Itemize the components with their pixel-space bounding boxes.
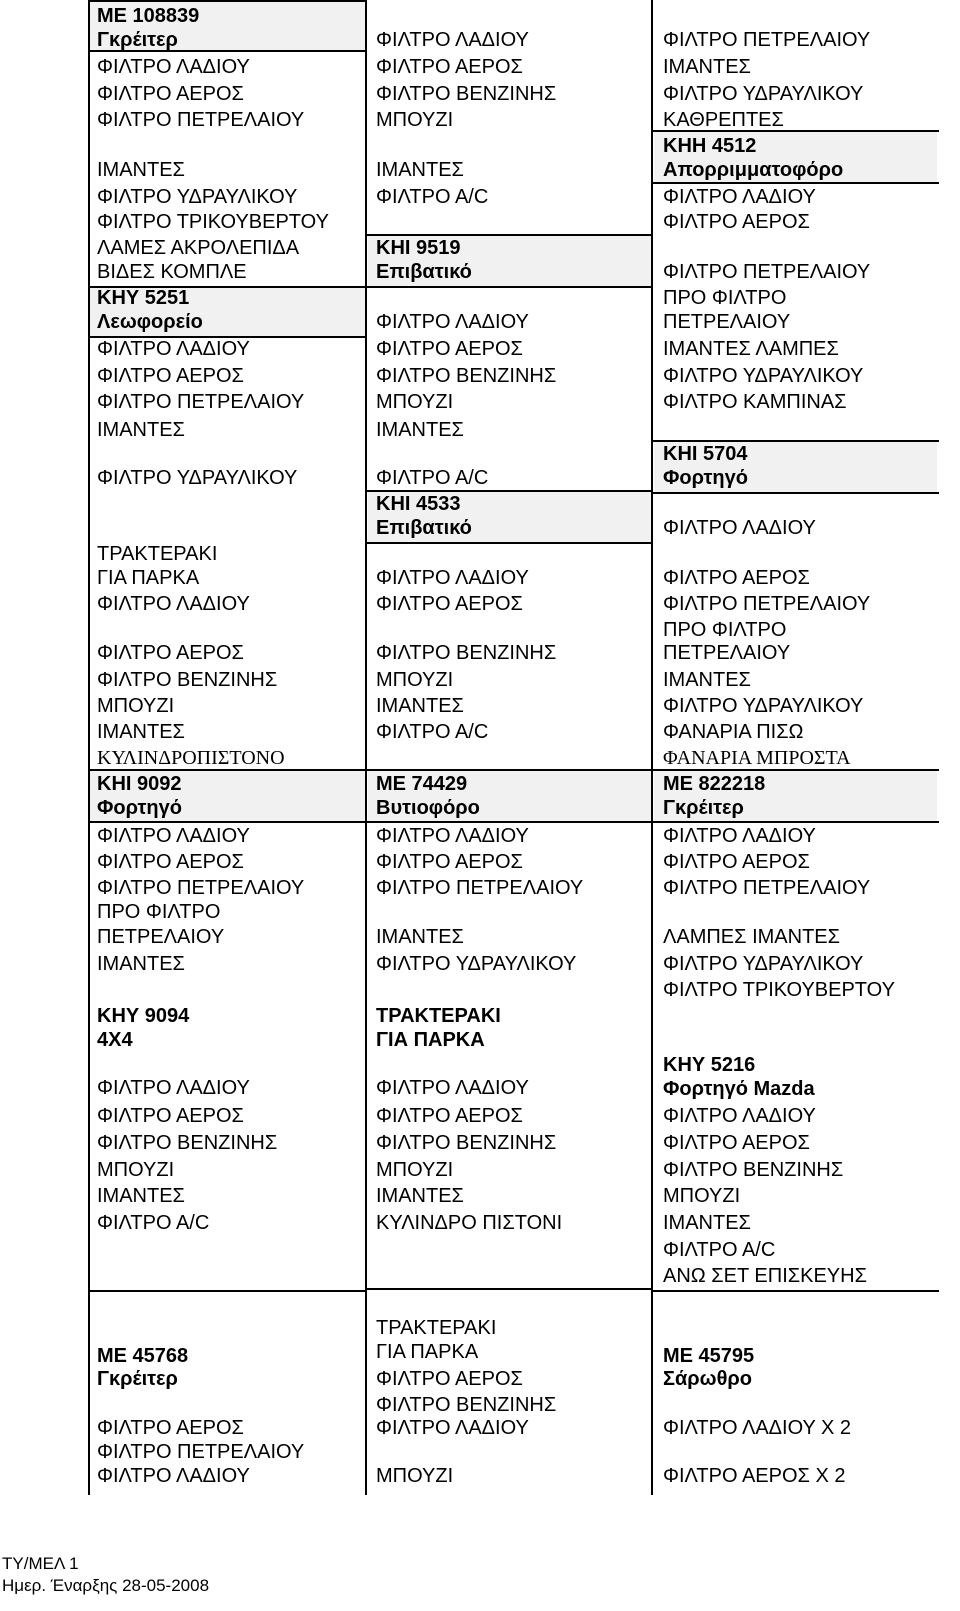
- part-item: ΠΕΤΡΕΛΑΙΟΥ: [663, 642, 791, 664]
- part-item: ΤΡΑΚΤΕΡΑΚΙ: [376, 1317, 497, 1339]
- part-item: ΦΙΛΤΡΟ ΑΕΡΟΣ: [376, 851, 523, 873]
- table-border: [651, 0, 653, 1495]
- table-border: [88, 821, 367, 823]
- part-item: ΜΠΟΥΖΙ: [376, 1159, 454, 1181]
- footer-department: ΤΥ/ΜΕΛ 1: [2, 1554, 79, 1573]
- part-item: ΦΙΛΤΡΟ ΥΔΡΑΥΛΙΚΟΥ: [97, 467, 298, 489]
- part-item: ΦΙΛΤΡΟ ΥΔΡΑΥΛΙΚΟΥ: [663, 83, 864, 105]
- part-item: ΦΙΛΤΡΟ ΑΕΡΟΣ: [376, 593, 523, 615]
- vehicle-heading: Σάρωθρο: [663, 1368, 752, 1390]
- vehicle-heading: Γκρέιτερ: [97, 1368, 178, 1390]
- part-item: ΦΙΛΤΡΟ ΑΕΡΟΣ: [97, 365, 244, 387]
- part-item: ΚΥΛΙΝΔΡΟ ΠΙΣΤΟΝΙ: [376, 1212, 563, 1234]
- part-item: ΦΙΛΤΡΟ Α/C: [376, 721, 489, 743]
- part-item: ΦΙΛΤΡΟ ΥΔΡΑΥΛΙΚΟΥ: [97, 186, 298, 208]
- part-item: ΦΙΛΤΡΟ ΑΕΡΟΣ: [376, 338, 523, 360]
- part-item: ΙΜΑΝΤΕΣ: [97, 419, 185, 441]
- part-item: ΙΜΑΝΤΕΣ: [663, 669, 751, 691]
- vehicle-heading: ΤΡΑΚΤΕΡΑΚΙ: [376, 1005, 501, 1027]
- part-item: ΑΝΩ ΣΕΤ ΕΠΙΣΚΕΥΗΣ: [663, 1265, 867, 1287]
- part-item: ΦΙΛΤΡΟ ΑΕΡΟΣ: [663, 567, 810, 589]
- part-item: ΦΙΛΤΡΟ ΛΑΔΙΟΥ Χ 2: [663, 1417, 852, 1439]
- table-border: [651, 1290, 939, 1292]
- part-item: ΓΙΑ ΠΑΡΚΑ: [376, 1341, 479, 1363]
- vehicle-heading: ΚΗΗ 4512: [663, 135, 757, 157]
- part-item: ΙΜΑΝΤΕΣ: [663, 56, 751, 78]
- footer-start-date: Ημερ. Έναρξης 28-05-2008: [2, 1576, 210, 1595]
- part-item: ΦΙΛΤΡΟ ΑΕΡΟΣ: [376, 1105, 523, 1127]
- part-item: ΦΙΛΤΡΟ ΛΑΔΙΟΥ: [663, 186, 816, 208]
- part-item: ΦΙΛΤΡΟ ΑΕΡΟΣ: [97, 83, 244, 105]
- part-item: ΦΙΛΤΡΟ ΠΕΤΡΕΛΑΙΟΥ: [663, 593, 871, 615]
- part-item: ΦΙΛΤΡΟ ΑΕΡΟΣ: [663, 851, 810, 873]
- part-item: ΠΡΟ ΦΙΛΤΡΟ: [97, 901, 221, 923]
- vehicle-heading: Φορτηγό: [97, 797, 182, 819]
- part-item: ΦΙΛΤΡΟ ΠΕΤΡΕΛΑΙΟΥ: [97, 1441, 305, 1463]
- part-item: ΙΜΑΝΤΕΣ: [376, 1185, 464, 1207]
- part-item: ΦΙΛΤΡΟ ΛΑΔΙΟΥ: [376, 1417, 529, 1439]
- part-item: ΛΑΜΠΕΣ ΙΜΑΝΤΕΣ: [663, 926, 840, 948]
- part-item: ΦΙΛΤΡΟ ΑΕΡΟΣ: [376, 1368, 523, 1390]
- part-item: ΦΙΛΤΡΟ ΠΕΤΡΕΛΑΙΟΥ: [663, 29, 871, 51]
- part-item: ΦΙΛΤΡΟ ΑΕΡΟΣ: [663, 1132, 810, 1154]
- part-item: ΠΕΤΡΕΛΑΙΟΥ: [663, 311, 791, 333]
- part-item: ΙΜΑΝΤΕΣ: [376, 419, 464, 441]
- part-item: ΦΙΛΤΡΟ ΥΔΡΑΥΛΙΚΟΥ: [663, 953, 864, 975]
- vehicle-heading: ΜΕ 108839: [97, 5, 200, 27]
- part-item: ΜΠΟΥΖΙ: [97, 1159, 175, 1181]
- part-item: ΦΙΛΤΡΟ ΤΡΙΚΟΥΒΕΡΤΟΥ: [97, 211, 329, 233]
- part-item: ΙΜΑΝΤΕΣ: [376, 159, 464, 181]
- part-item: ΠΕΤΡΕΛΑΙΟΥ: [97, 926, 225, 948]
- part-item: ΜΠΟΥΖΙ: [376, 669, 454, 691]
- vehicle-heading: 4Χ4: [97, 1029, 133, 1051]
- part-item: ΙΜΑΝΤΕΣ: [376, 926, 464, 948]
- vehicle-heading: Λεωφορείο: [97, 311, 203, 333]
- part-item: ΦΙΛΤΡΟ ΛΑΔΙΟΥ: [663, 1105, 816, 1127]
- part-item: ΠΡΟ ΦΙΛΤΡΟ: [663, 619, 787, 641]
- part-item: ΤΡΑΚΤΕΡΑΚΙ: [97, 543, 218, 565]
- part-item: ΦΙΛΤΡΟ ΥΔΡΑΥΛΙΚΟΥ: [663, 365, 864, 387]
- vehicle-heading: Φορτηγό Mazda: [663, 1078, 815, 1100]
- part-item: ΦΙΛΤΡΟ ΒΕΝΖΙΝΗΣ: [376, 642, 557, 664]
- part-item: ΜΠΟΥΖΙ: [663, 1185, 741, 1207]
- vehicle-heading: Επιβατικό: [376, 517, 472, 539]
- part-item: ΦΙΛΤΡΟ ΛΑΔΙΟΥ: [376, 825, 529, 847]
- part-item: ΦΙΛΤΡΟ ΑΕΡΟΣ: [97, 1417, 244, 1439]
- part-item: ΦΙΛΤΡΟ Α/C: [376, 186, 489, 208]
- table-border: [365, 821, 653, 823]
- part-item: ΠΡΟ ΦΙΛΤΡΟ: [663, 287, 787, 309]
- vehicle-heading: ΜΕ 45795: [663, 1345, 755, 1367]
- vehicle-heading: ΜΕ 822218: [663, 773, 766, 795]
- vehicle-heading: ΚΗΙ 4533: [376, 493, 461, 515]
- vehicle-heading: Επιβατικό: [376, 261, 472, 283]
- part-item: ΜΠΟΥΖΙ: [376, 109, 454, 131]
- part-item: ΓΙΑ ΠΑΡΚΑ: [97, 567, 200, 589]
- part-item: ΦΙΛΤΡΟ ΠΕΤΡΕΛΑΙΟΥ: [97, 391, 305, 413]
- vehicle-heading: ΓΙΑ ΠΑΡΚΑ: [376, 1029, 485, 1051]
- part-item: ΦΙΛΤΡΟ Α/C: [376, 467, 489, 489]
- part-item: ΦΙΛΤΡΟ ΛΑΔΙΟΥ: [376, 311, 529, 333]
- table-border: [365, 769, 653, 771]
- table-border: [651, 821, 939, 823]
- table-border: [365, 542, 653, 544]
- table-border: [88, 0, 367, 2]
- part-item: ΦΙΛΤΡΟ ΑΕΡΟΣ: [376, 56, 523, 78]
- part-item: ΙΜΑΝΤΕΣ ΛΑΜΠΕΣ: [663, 338, 839, 360]
- part-item: ΦΙΛΤΡΟ ΛΑΔΙΟΥ: [663, 517, 816, 539]
- table-border: [365, 0, 367, 1495]
- vehicle-heading: ΚΗΥ 9094: [97, 1005, 190, 1027]
- part-item: ΦΙΛΤΡΟ ΠΕΤΡΕΛΑΙΟΥ: [663, 877, 871, 899]
- part-item: ΦΙΛΤΡΟ ΛΑΔΙΟΥ: [663, 825, 816, 847]
- part-item: ΒΙΔΕΣ ΚΟΜΠΛΕ: [97, 261, 247, 283]
- part-item: ΦΙΛΤΡΟ ΒΕΝΖΙΝΗΣ: [376, 365, 557, 387]
- part-item: ΦΙΛΤΡΟ ΛΑΔΙΟΥ: [97, 825, 250, 847]
- part-item: ΚΑΘΡΕΠΤΕΣ: [663, 109, 784, 131]
- part-item: ΜΠΟΥΖΙ: [376, 391, 454, 413]
- part-item: ΦΙΛΤΡΟ ΒΕΝΖΙΝΗΣ: [376, 83, 557, 105]
- part-item: ΦΙΛΤΡΟ ΠΕΤΡΕΛΑΙΟΥ: [97, 109, 305, 131]
- part-item: ΦΙΛΤΡΟ ΑΕΡΟΣ Χ 2: [663, 1465, 846, 1487]
- part-item: ΦΙΛΤΡΟ ΥΔΡΑΥΛΙΚΟΥ: [376, 953, 577, 975]
- vehicle-heading: ΚΗΥ 5216: [663, 1054, 756, 1076]
- table-border: [651, 182, 939, 184]
- part-item: ΦΙΛΤΡΟ Α/C: [663, 1239, 776, 1261]
- part-item: ΙΜΑΝΤΕΣ: [97, 721, 185, 743]
- part-item: ΦΙΛΤΡΟ ΒΕΝΖΙΝΗΣ: [97, 1132, 278, 1154]
- part-item: ΦΙΛΤΡΟ ΒΕΝΖΙΝΗΣ: [663, 1159, 844, 1181]
- part-item: ΦΙΛΤΡΟ ΚΑΜΠΙΝΑΣ: [663, 391, 847, 413]
- part-item: ΦΙΛΤΡΟ ΛΑΔΙΟΥ: [97, 1077, 250, 1099]
- part-item: ΦΙΛΤΡΟ ΥΔΡΑΥΛΙΚΟΥ: [663, 695, 864, 717]
- part-item: ΦΙΛΤΡΟ Α/C: [97, 1212, 210, 1234]
- part-item: ΜΠΟΥΖΙ: [376, 1465, 454, 1487]
- part-item: ΦΙΛΤΡΟ ΠΕΤΡΕΛΑΙΟΥ: [376, 877, 584, 899]
- part-item: ΦΙΛΤΡΟ ΒΕΝΖΙΝΗΣ: [97, 669, 278, 691]
- part-item: ΙΜΑΝΤΕΣ: [97, 953, 185, 975]
- vehicle-heading: Γκρέιτερ: [97, 29, 178, 51]
- part-item: ΦΙΛΤΡΟ ΛΑΔΙΟΥ: [97, 338, 250, 360]
- vehicle-heading: ΜΕ 74429: [376, 773, 468, 795]
- vehicle-heading: Απορριμματοφόρο: [663, 159, 844, 181]
- part-item: ΜΠΟΥΖΙ: [97, 695, 175, 717]
- table-border: [88, 1290, 367, 1292]
- vehicle-heading: Βυτιοφόρο: [376, 797, 480, 819]
- part-item: ΦΑΝΑΡΙΑ ΜΠΡΟΣΤΑ: [663, 747, 851, 769]
- part-item: ΦΙΛΤΡΟ ΑΕΡΟΣ: [97, 642, 244, 664]
- part-item: ΦΙΛΤΡΟ ΛΑΔΙΟΥ: [97, 1465, 250, 1487]
- part-item: ΦΙΛΤΡΟ ΛΑΔΙΟΥ: [376, 567, 529, 589]
- vehicle-heading: ΚΗΙ 9092: [97, 773, 182, 795]
- vehicle-heading: ΚΗΙ 5704: [663, 443, 748, 465]
- vehicle-heading: Γκρέιτερ: [663, 797, 744, 819]
- table-border: [88, 0, 90, 1495]
- part-item: ΦΙΛΤΡΟ ΑΕΡΟΣ: [97, 1105, 244, 1127]
- part-item: ΦΙΛΤΡΟ ΛΑΔΙΟΥ: [97, 56, 250, 78]
- part-item: ΚΥΛΙΝΔΡΟΠΙΣΤΟΝΟ: [97, 747, 285, 769]
- vehicle-heading: ΚΗΙ 9519: [376, 237, 461, 259]
- vehicle-heading: ΜΕ 45768: [97, 1345, 189, 1367]
- vehicle-heading: Φορτηγό: [663, 467, 748, 489]
- part-item: ΦΙΛΤΡΟ ΛΑΔΙΟΥ: [376, 1077, 529, 1099]
- part-item: ΦΙΛΤΡΟ ΒΕΝΖΙΝΗΣ: [376, 1132, 557, 1154]
- part-item: ΛΑΜΕΣ ΑΚΡΟΛΕΠΙΔΑ: [97, 237, 300, 259]
- part-item: ΦΙΛΤΡΟ ΛΑΔΙΟΥ: [376, 29, 529, 51]
- table-border: [365, 1288, 653, 1290]
- part-item: ΦΙΛΤΡΟ ΑΕΡΟΣ: [97, 851, 244, 873]
- part-item: ΙΜΑΝΤΕΣ: [663, 1212, 751, 1234]
- part-item: ΙΜΑΝΤΕΣ: [376, 695, 464, 717]
- part-item: ΦΙΛΤΡΟ ΠΕΤΡΕΛΑΙΟΥ: [663, 261, 871, 283]
- part-item: ΙΜΑΝΤΕΣ: [97, 1185, 185, 1207]
- part-item: ΙΜΑΝΤΕΣ: [97, 159, 185, 181]
- part-item: ΦΙΛΤΡΟ ΠΕΤΡΕΛΑΙΟΥ: [97, 877, 305, 899]
- part-item: ΦΙΛΤΡΟ ΛΑΔΙΟΥ: [97, 593, 250, 615]
- part-item: ΦΙΛΤΡΟ ΤΡΙΚΟΥΒΕΡΤΟΥ: [663, 979, 895, 1001]
- part-item: ΦΙΛΤΡΟ ΒΕΝΖΙΝΗΣ: [376, 1394, 557, 1416]
- part-item: ΦΑΝΑΡΙΑ ΠΙΣΩ: [663, 721, 804, 743]
- table-border: [651, 492, 939, 494]
- table-border: [365, 286, 653, 288]
- part-item: ΦΙΛΤΡΟ ΑΕΡΟΣ: [663, 211, 810, 233]
- vehicle-heading: ΚΗΥ 5251: [97, 287, 190, 309]
